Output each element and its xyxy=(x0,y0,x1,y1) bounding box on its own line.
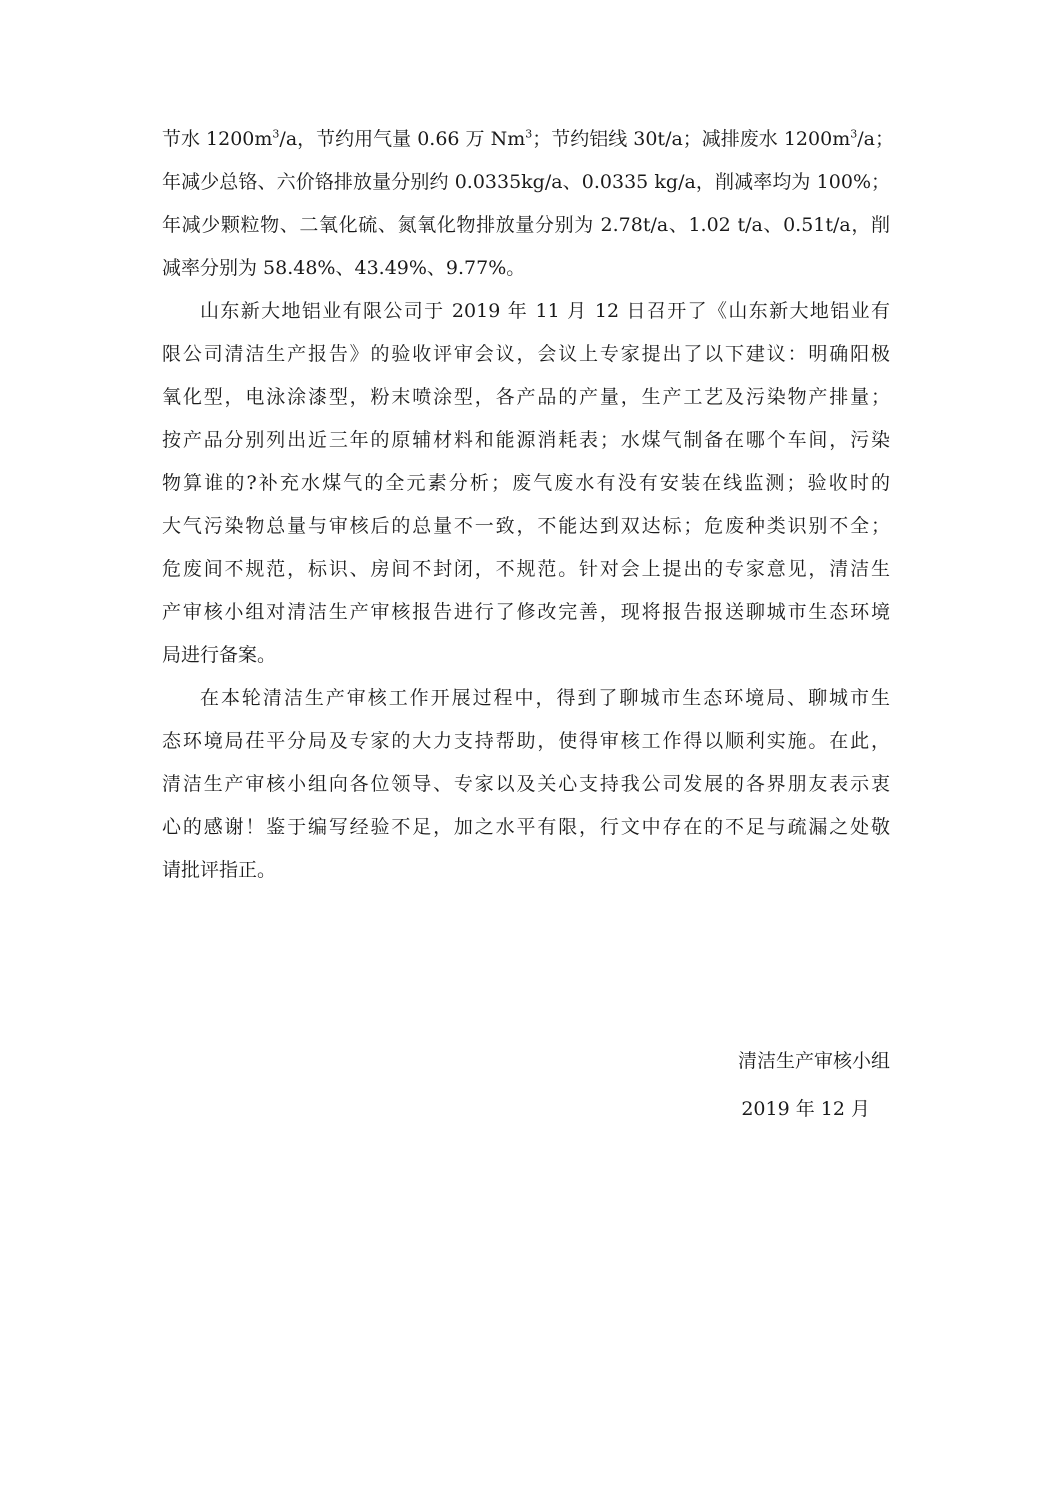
text-line: 物算谁的?补充水煤气的全元素分析；废气废水有没有安装在线监测；验收时的 xyxy=(162,472,890,494)
signature-date: 2019 年 12 月 xyxy=(741,1098,870,1120)
document-body xyxy=(162,118,894,892)
text-run: /a； xyxy=(857,128,894,150)
superscript: 3 xyxy=(850,127,858,141)
text-line: 在本轮清洁生产审核工作开展过程中，得到了聊城市生态环境局、聊城市生 xyxy=(200,687,890,709)
text-line: 请批评指正。 xyxy=(162,859,277,881)
text-line: 年减少总铬、六价铬排放量分别约 0.0335kg/a、0.0335 kg/a，削减率均为 100%； xyxy=(162,171,890,193)
paragraph-review-meeting xyxy=(162,290,890,677)
text-line: 局进行备案。 xyxy=(162,644,277,666)
text-line: 产审核小组对清洁生产审核报告进行了修改完善，现将报告报送聊城市生态环境 xyxy=(162,601,890,623)
text-line: 清洁生产审核小组向各位领导、专家以及关心支持我公司发展的各界朋友表示衷 xyxy=(162,773,890,795)
text-line: 限公司清洁生产报告》的验收评审会议，会议上专家提出了以下建议：明确阳极 xyxy=(162,343,890,365)
text-line: 按产品分别列出近三年的原辅材料和能源消耗表；水煤气制备在哪个车间，污染 xyxy=(162,429,890,451)
text-line: 年减少颗粒物、二氧化硫、氮氧化物排放量分别为 2.78t/a、1.02 t/a、0.51t/a，削 xyxy=(162,214,890,236)
text-run: 节水 1200m xyxy=(162,128,273,150)
text-line xyxy=(162,118,894,161)
text-line: 氧化型，电泳涂漆型，粉末喷涂型，各产品的产量，生产工艺及污染物产排量； xyxy=(162,386,890,408)
text-run: /a，节约用气量 0.66 万 Nm xyxy=(279,128,526,150)
signature-group: 清洁生产审核小组 xyxy=(737,1050,890,1072)
text-line: 态环境局茌平分局及专家的大力支持帮助，使得审核工作得以顺利实施。在此， xyxy=(162,730,890,752)
text-run: ；节约铝线 30t/a；减排废水 1200m xyxy=(532,128,851,150)
text-line: 危废间不规范，标识、房间不封闭，不规范。针对会上提出的专家意见，清洁生 xyxy=(162,558,890,580)
signature-block xyxy=(700,1037,890,1133)
text-line: 山东新大地铝业有限公司于 2019 年 11 月 12 日召开了《山东新大地铝业有 xyxy=(200,300,890,322)
superscript: 3 xyxy=(525,127,533,141)
text-line: 心的感谢！鉴于编写经验不足，加之水平有限，行文中存在的不足与疏漏之处敬 xyxy=(162,816,890,838)
paragraph-savings xyxy=(162,118,894,290)
text-line: 大气污染物总量与审核后的总量不一致，不能达到双达标；危废种类识别不全； xyxy=(162,515,890,537)
superscript: 3 xyxy=(272,127,280,141)
text-line: 减率分别为 58.48%、43.49%、9.77%。 xyxy=(162,257,526,279)
paragraph-acknowledgement xyxy=(162,677,890,892)
